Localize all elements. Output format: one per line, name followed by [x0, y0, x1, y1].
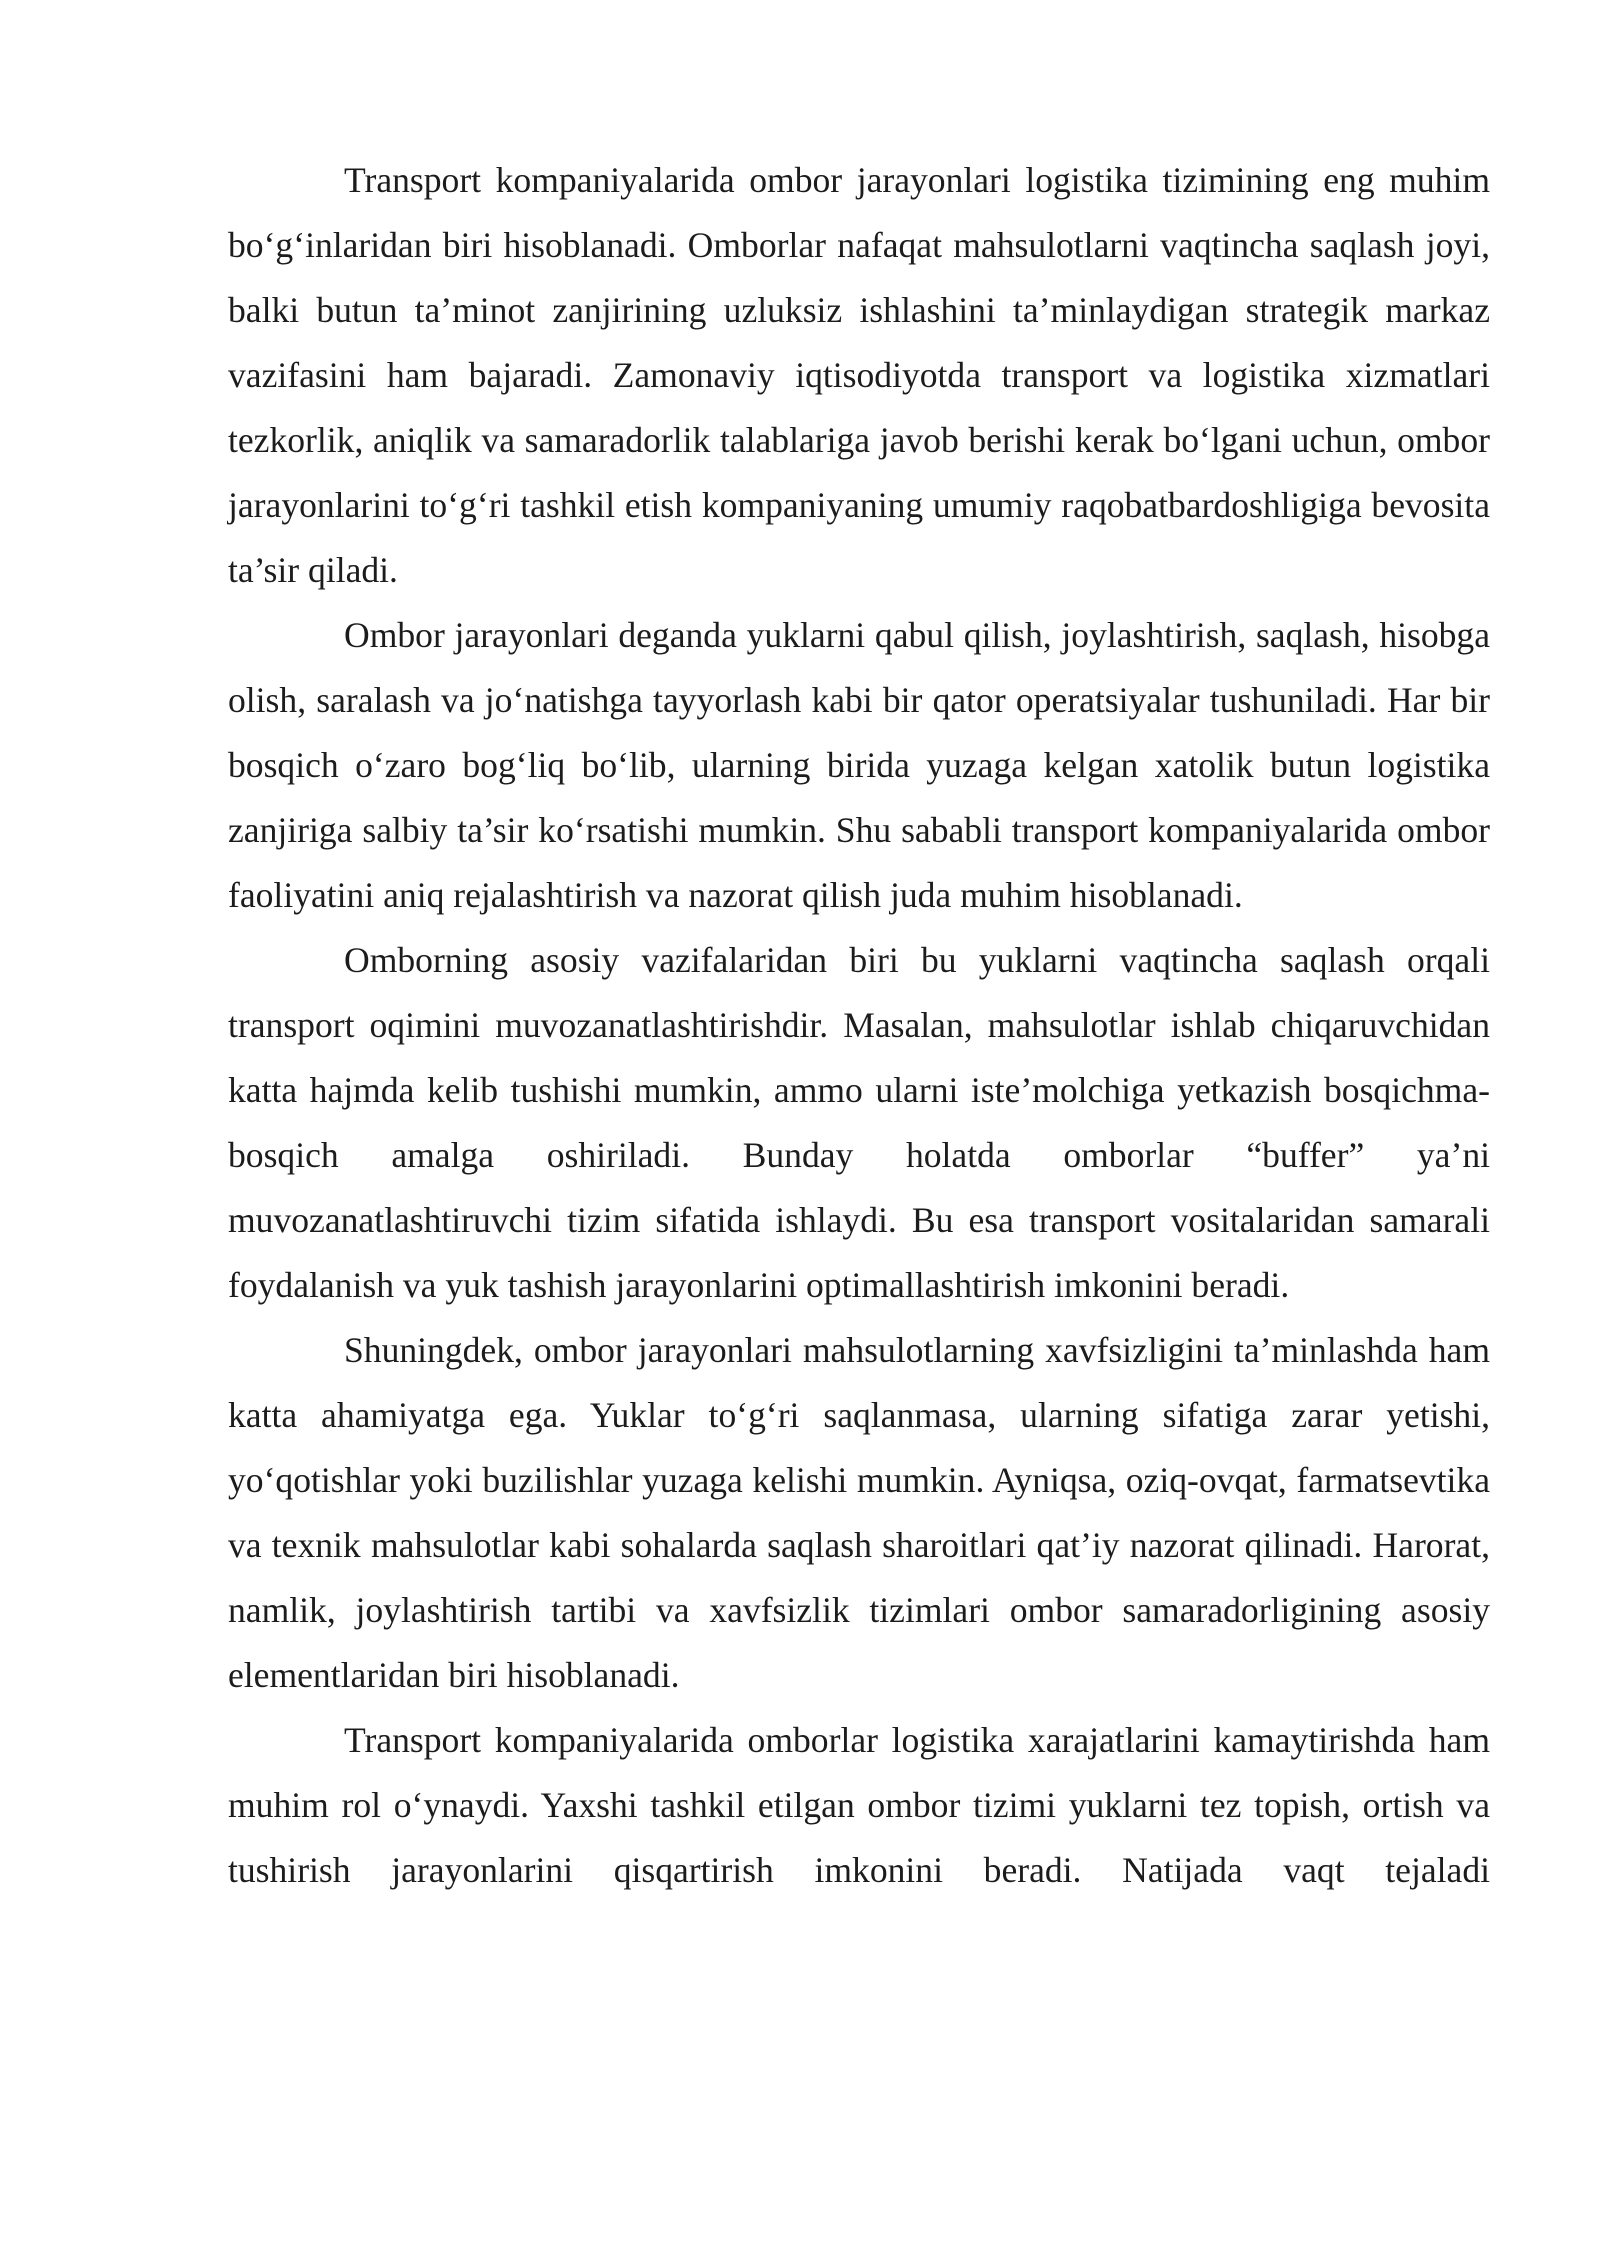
paragraph-1: Transport kompaniyalarida ombor jarayonlari logistika tizimining eng muhim bo‘g‘inlaridan biri hisoblanadi. Omborlar nafaqat mahsulotlarni vaqtincha saqlash joyi, balki butun ta’minot zanjirining uzluksiz ishlashini ta’minlaydigan strategik markaz vazifasini ham bajaradi. Zamonaviy iqtisodiyotda transport va logistika xizmatlari tezkorlik, aniqlik va samaradorlik talablariga javob berishi kerak bo‘lgani uchun, ombor jarayonlarini to‘g‘ri tashkil etish kompaniyaning umumiy raqobatbardoshligiga bevosita ta’sir qiladi.	[228, 160, 1490, 590]
paragraph-5: Transport kompaniyalarida omborlar logistika xarajatlarini kamaytirishda ham muhim rol o‘ynaydi. Yaxshi tashkil etilgan ombor tizimi yuklarni tez topish, ortish va tushirish jarayonlarini qisqartirish imkonini beradi. Natijada vaqt tejaladi	[228, 1720, 1490, 1890]
document-body	[228, 148, 1490, 1903]
paragraph-2: Ombor jarayonlari deganda yuklarni qabul qilish, joylashtirish, saqlash, hisobga olish, saralash va jo‘natishga tayyorlash kabi bir qator operatsiyalar tushuniladi. Har bir bosqich o‘zaro bog‘liq bo‘lib, ularning birida yuzaga kelgan xatolik butun logistika zanjiriga salbiy ta’sir ko‘rsatishi mumkin. Shu sababli transport kompaniyalarida ombor faoliyatini aniq rejalashtirish va nazorat qilish juda muhim hisoblanadi.	[228, 615, 1490, 915]
paragraph-3: Omborning asosiy vazifalaridan biri bu yuklarni vaqtincha saqlash orqali transport oqimini muvozanatlashtirishdir. Masalan, mahsulotlar ishlab chiqaruvchidan katta hajmda kelib tushishi mumkin, ammo ularni iste’molchiga yetkazish bosqichma-bosqich amalga oshiriladi. Bunday holatda omborlar “buffer” ya’ni muvozanatlashtiruvchi tizim sifatida ishlaydi. Bu esa transport vositalaridan samarali foydalanish va yuk tashish jarayonlarini optimallashtirish imkonini beradi.	[228, 940, 1490, 1305]
paragraph-4: Shuningdek, ombor jarayonlari mahsulotlarning xavfsizligini ta’minlashda ham katta ahamiyatga ega. Yuklar to‘g‘ri saqlanmasa, ularning sifatiga zarar yetishi, yo‘qotishlar yoki buzilishlar yuzaga kelishi mumkin. Ayniqsa, oziq-ovqat, farmatsevtika va texnik mahsulotlar kabi sohalarda saqlash sharoitlari qat’iy nazorat qilinadi. Harorat, namlik, joylashtirish tartibi va xavfsizlik tizimlari ombor samaradorligining asosiy elementlaridan biri hisoblanadi.	[228, 1330, 1490, 1695]
